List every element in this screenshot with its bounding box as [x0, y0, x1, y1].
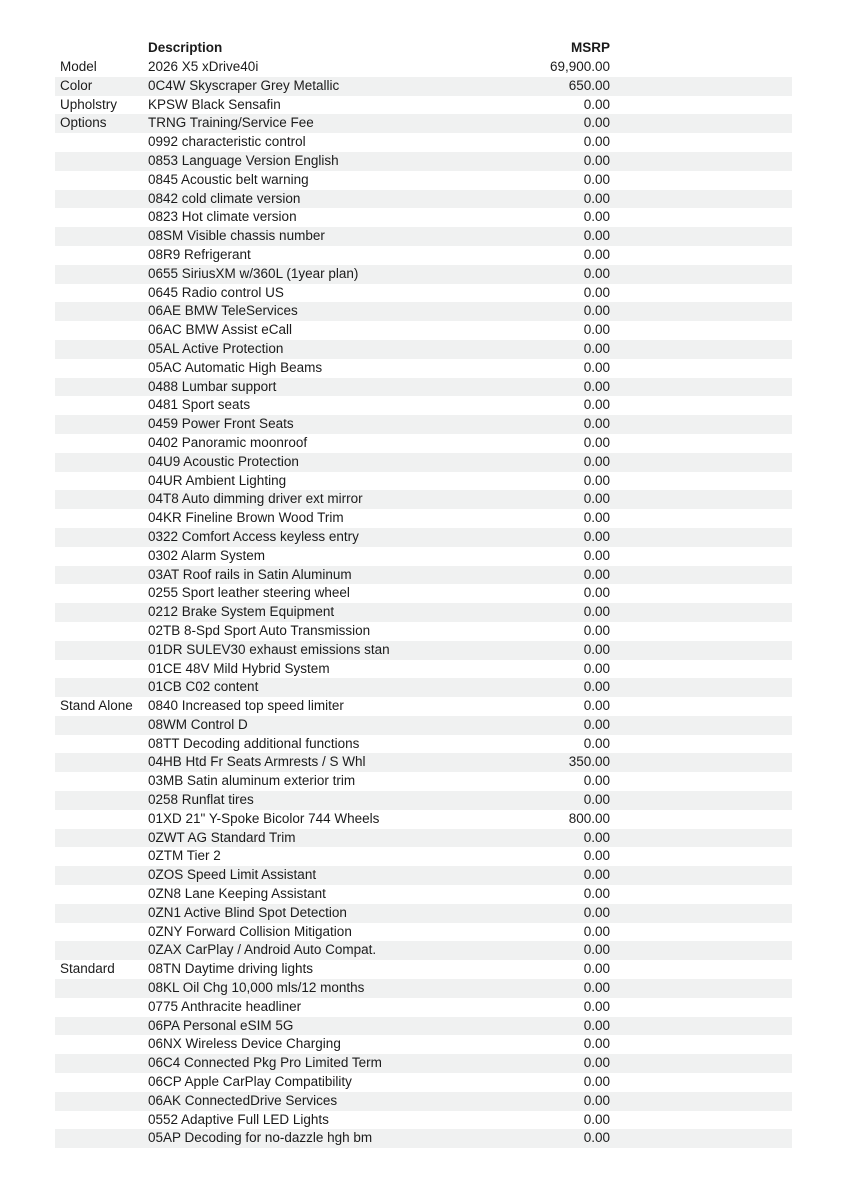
table-row [55, 190, 792, 209]
msrp-value: 0.00 [583, 923, 610, 939]
table-row [55, 960, 792, 979]
option-description: 01CB C02 content [148, 679, 259, 695]
table-row [55, 284, 792, 303]
msrp-value: 0.00 [583, 152, 610, 168]
option-description: 0212 Brake System Equipment [148, 604, 335, 620]
option-description: 0655 SiriusXM w/360L (1year plan) [148, 265, 359, 281]
option-description: 05AL Active Protection [148, 340, 284, 356]
option-description: 08KL Oil Chg 10,000 mls/12 months [148, 980, 365, 996]
option-description: 0255 Sport leather steering wheel [148, 585, 350, 601]
table-row [55, 396, 792, 415]
option-description: 0645 Radio control US [148, 284, 284, 300]
msrp-value: 0.00 [583, 566, 610, 582]
msrp-value: 0.00 [583, 434, 610, 450]
table-row [55, 716, 792, 735]
table-row [55, 566, 792, 585]
msrp-value: 0.00 [583, 510, 610, 526]
msrp-value: 0.00 [583, 171, 610, 187]
msrp-value: 650.00 [568, 77, 610, 93]
table-row [55, 1035, 792, 1054]
msrp-value: 0.00 [583, 1036, 610, 1052]
table-row [55, 265, 792, 284]
table-row [55, 1054, 792, 1073]
option-description: 04KR Fineline Brown Wood Trim [148, 510, 344, 526]
msrp-value: 0.00 [583, 1111, 610, 1127]
option-description: 08R9 Refrigerant [148, 246, 251, 262]
option-description: 0ZTM Tier 2 [148, 848, 221, 864]
msrp-value: 0.00 [583, 359, 610, 375]
msrp-value: 0.00 [583, 585, 610, 601]
option-description: 04T8 Auto dimming driver ext mirror [148, 491, 363, 507]
table-row [55, 904, 792, 923]
option-description: 03MB Satin aluminum exterior trim [148, 773, 356, 789]
option-description: 04UR Ambient Lighting [148, 472, 287, 488]
table-row [55, 810, 792, 829]
option-description: 02TB 8-Spd Sport Auto Transmission [148, 622, 371, 638]
msrp-value: 0.00 [583, 848, 610, 864]
table-row [55, 979, 792, 998]
table-row [55, 96, 792, 115]
table-row [55, 208, 792, 227]
option-description: 06CP Apple CarPlay Compatibility [148, 1074, 352, 1090]
category-label: Model [60, 59, 97, 74]
table-row [55, 246, 792, 265]
option-description: 0552 Adaptive Full LED Lights [148, 1111, 329, 1127]
category-label: Stand Alone [60, 698, 133, 714]
option-description: 0258 Runflat tires [148, 792, 254, 808]
category-label: Color [60, 77, 93, 93]
table-body [55, 58, 792, 1148]
msrp-value: 0.00 [583, 1055, 610, 1071]
msrp-value: 0.00 [583, 1092, 610, 1108]
table-row [55, 321, 792, 340]
table-row [55, 866, 792, 885]
table-row [55, 472, 792, 491]
table-row [55, 227, 792, 246]
msrp-value: 0.00 [583, 867, 610, 883]
table-row [55, 359, 792, 378]
msrp-value: 0.00 [583, 1017, 610, 1033]
msrp-value: 0.00 [583, 96, 610, 112]
option-description: 0ZN8 Lane Keeping Assistant [148, 886, 326, 902]
option-description: 0842 cold climate version [148, 190, 301, 206]
table-row [55, 584, 792, 603]
msrp-value: 0.00 [583, 716, 610, 732]
table-row [55, 697, 792, 716]
msrp-value: 0.00 [583, 115, 610, 131]
option-description: 0302 Alarm System [148, 547, 266, 563]
option-description: 06NX Wireless Device Charging [148, 1036, 341, 1052]
msrp-value: 0.00 [583, 604, 610, 620]
option-description: 0488 Lumbar support [148, 378, 277, 394]
msrp-value: 800.00 [568, 810, 610, 826]
msrp-value: 0.00 [583, 961, 610, 977]
table-row [55, 603, 792, 622]
msrp-value: 0.00 [583, 453, 610, 469]
option-description: 05AP Decoding for no-dazzle hgh bm [148, 1130, 373, 1146]
table-row [55, 829, 792, 848]
table-row [55, 1017, 792, 1036]
option-description: 01DR SULEV30 exhaust emissions stan [148, 641, 390, 657]
msrp-value: 0.00 [583, 209, 610, 225]
table-row [55, 1073, 792, 1092]
option-description: 06AK ConnectedDrive Services [148, 1092, 338, 1108]
option-description: 01XD 21" Y-Spoke Bicolor 744 Wheels [148, 810, 380, 826]
msrp-value: 0.00 [583, 547, 610, 563]
msrp-value: 0.00 [583, 735, 610, 751]
table-row [55, 547, 792, 566]
table-row [55, 133, 792, 152]
option-description: 0ZNY Forward Collision Mitigation [148, 923, 352, 939]
table-row [55, 791, 792, 810]
option-description: 06AC BMW Assist eCall [148, 322, 293, 338]
category-label: Upholstry [60, 96, 118, 112]
table-row [55, 1092, 792, 1111]
option-description: TRNG Training/Service Fee [148, 115, 314, 131]
table-row [55, 509, 792, 528]
table-row [55, 1111, 792, 1130]
msrp-value: 0.00 [583, 378, 610, 394]
msrp-value: 0.00 [583, 246, 610, 262]
table-row [55, 171, 792, 190]
msrp-value: 0.00 [583, 397, 610, 413]
msrp-value: 0.00 [583, 1130, 610, 1146]
option-description: 01CE 48V Mild Hybrid System [148, 660, 330, 676]
table-row [55, 998, 792, 1017]
vehicle-pricing-table [55, 39, 792, 1148]
option-description: 0ZAX CarPlay / Android Auto Compat. [148, 942, 377, 958]
msrp-value: 0.00 [583, 528, 610, 544]
option-description: 0322 Comfort Access keyless entry [148, 528, 359, 544]
msrp-value: 0.00 [583, 698, 610, 714]
table-header-row [55, 39, 792, 58]
table-row [55, 340, 792, 359]
table-row [55, 77, 792, 96]
msrp-value: 0.00 [583, 340, 610, 356]
msrp-value: 0.00 [583, 472, 610, 488]
msrp-value: 0.00 [583, 660, 610, 676]
msrp-value: 0.00 [583, 322, 610, 338]
msrp-value: 0.00 [583, 265, 610, 281]
table-row [55, 641, 792, 660]
table-row [55, 453, 792, 472]
msrp-value: 0.00 [583, 904, 610, 920]
msrp-value: 0.00 [583, 1074, 610, 1090]
msrp-value: 0.00 [583, 942, 610, 958]
category-label: Options [60, 115, 107, 131]
table-row [55, 847, 792, 866]
msrp-value: 69,900.00 [549, 59, 610, 74]
msrp-value: 0.00 [583, 228, 610, 244]
table-row [55, 114, 792, 133]
msrp-value: 0.00 [583, 829, 610, 845]
table-row [55, 660, 792, 679]
category-label: Standard [60, 961, 115, 977]
option-description: 06C4 Connected Pkg Pro Limited Term [148, 1055, 382, 1071]
table-row [55, 434, 792, 453]
msrp-value: 0.00 [583, 980, 610, 996]
option-description: 0459 Power Front Seats [148, 416, 294, 432]
msrp-value: 0.00 [583, 303, 610, 319]
option-description: 08SM Visible chassis number [148, 228, 325, 244]
option-description: 0ZN1 Active Blind Spot Detection [148, 904, 347, 920]
option-description: 08TN Daytime driving lights [148, 961, 314, 977]
table-row [55, 528, 792, 547]
table-row [55, 941, 792, 960]
option-description: 06AE BMW TeleServices [148, 303, 298, 319]
table-row [55, 735, 792, 754]
table-row [55, 58, 792, 77]
option-description: 03AT Roof rails in Satin Aluminum [148, 566, 352, 582]
msrp-value: 0.00 [583, 641, 610, 657]
msrp-value: 0.00 [583, 679, 610, 695]
msrp-value: 0.00 [583, 491, 610, 507]
header-description: Description [148, 40, 223, 56]
option-description: 0992 characteristic control [148, 134, 306, 150]
table-row [55, 415, 792, 434]
option-description: KPSW Black Sensafin [148, 96, 281, 112]
option-description: 08WM Control D [148, 716, 248, 732]
msrp-value: 0.00 [583, 284, 610, 300]
msrp-value: 0.00 [583, 134, 610, 150]
table-row [55, 1129, 792, 1148]
table-row [55, 772, 792, 791]
table-row [55, 885, 792, 904]
option-description: 06PA Personal eSIM 5G [148, 1017, 294, 1033]
table-row [55, 678, 792, 697]
option-description: 05AC Automatic High Beams [148, 359, 323, 375]
msrp-value: 350.00 [568, 754, 610, 770]
table-row [55, 622, 792, 641]
msrp-value: 0.00 [583, 998, 610, 1014]
option-description: 0775 Anthracite headliner [148, 998, 302, 1014]
option-description: 0ZWT AG Standard Trim [148, 829, 296, 845]
option-description: 2026 X5 xDrive40i [148, 59, 259, 74]
table-row [55, 753, 792, 772]
table-row [55, 378, 792, 397]
table-row [55, 490, 792, 509]
option-description: 0853 Language Version English [148, 152, 339, 168]
table-row [55, 923, 792, 942]
msrp-value: 0.00 [583, 190, 610, 206]
msrp-value: 0.00 [583, 886, 610, 902]
option-description: 0840 Increased top speed limiter [148, 698, 344, 714]
msrp-value: 0.00 [583, 792, 610, 808]
table-row [55, 152, 792, 171]
option-description: 0823 Hot climate version [148, 209, 297, 225]
option-description: 0C4W Skyscraper Grey Metallic [148, 77, 340, 93]
msrp-value: 0.00 [583, 622, 610, 638]
msrp-value: 0.00 [583, 416, 610, 432]
header-msrp: MSRP [570, 40, 610, 56]
option-description: 0402 Panoramic moonroof [148, 434, 308, 450]
option-description: 04HB Htd Fr Seats Armrests / S Whl [148, 754, 366, 770]
table-row [55, 302, 792, 321]
option-description: 08TT Decoding additional functions [148, 735, 360, 751]
msrp-value: 0.00 [583, 773, 610, 789]
option-description: 0ZOS Speed Limit Assistant [148, 867, 317, 883]
option-description: 04U9 Acoustic Protection [148, 453, 299, 469]
option-description: 0845 Acoustic belt warning [148, 171, 309, 187]
option-description: 0481 Sport seats [148, 397, 251, 413]
